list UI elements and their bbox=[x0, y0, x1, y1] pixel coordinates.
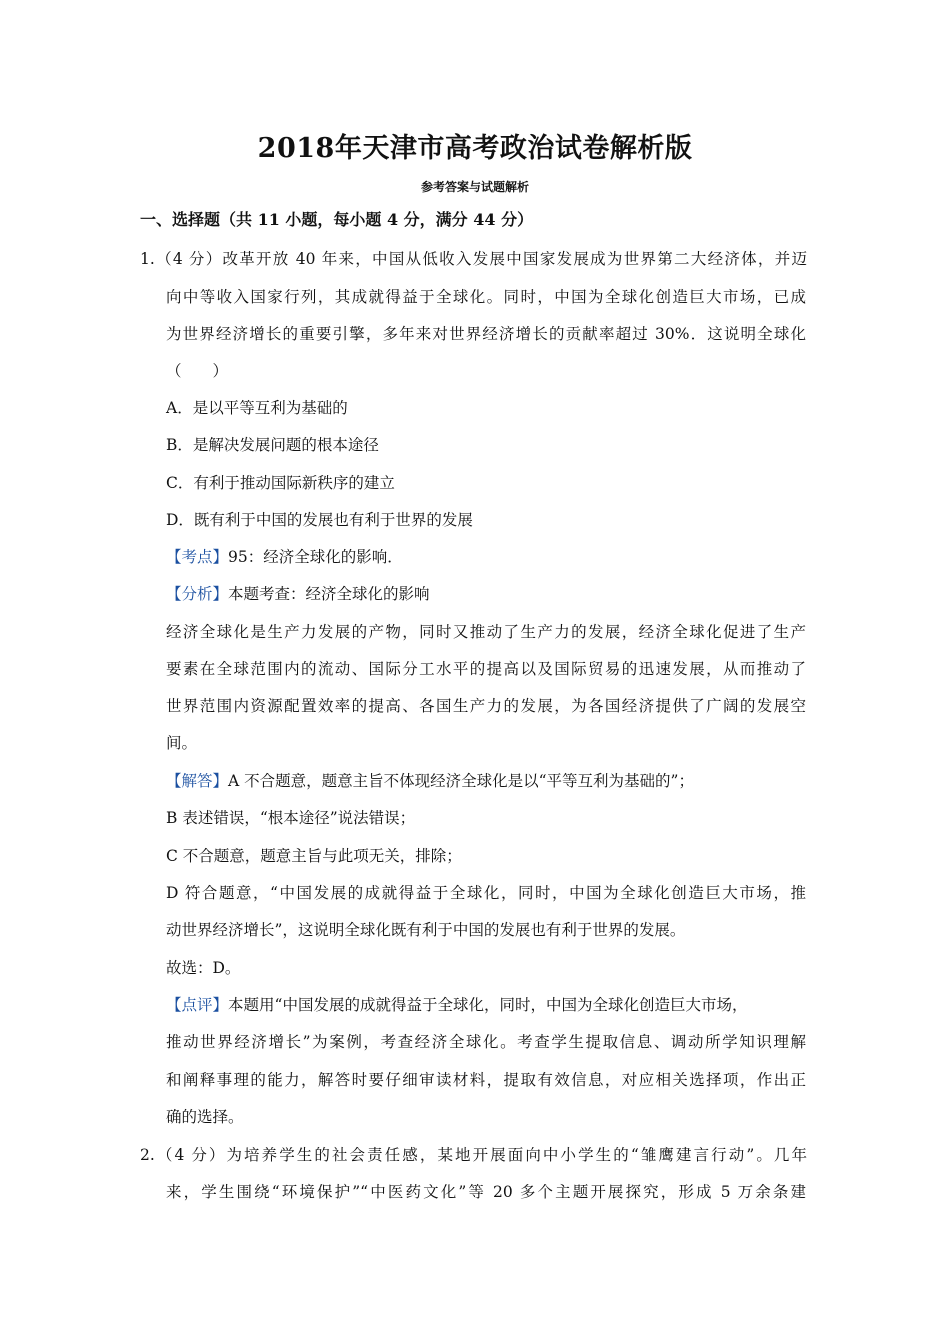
q2-stem-line-1: 2.（4 分）为培养学生的社会责任感，某地开展面向中小学生的“雏鹰建言行动”。几年 bbox=[140, 1146, 807, 1164]
section-heading: 一、选择题（共 11 小题，每小题 4 分，满分 44 分） bbox=[140, 210, 534, 229]
q1-jieda-line-c: C 不合题意，题意主旨与此项无关，排除； bbox=[166, 847, 462, 865]
q1-dianping-line-2: 和阐释事理的能力，解答时要仔细审读材料，提取有效信息，对应相关选择项，作出正 bbox=[166, 1071, 806, 1089]
q1-stem-line-4: （ ） bbox=[166, 362, 229, 380]
q2-stem-line-2: 来，学生围绕“环境保护”“中医药文化”等 20 多个主题开展探究，形成 5 万余条建 bbox=[166, 1183, 806, 1201]
jieda-text: A 不合题意，题意主旨不体现经济全球化是以“平等互利为基础的”； bbox=[228, 772, 694, 790]
kaodian-tag: 【考点】 bbox=[166, 548, 229, 566]
q1-fenxi-line-4: 间。 bbox=[166, 734, 198, 752]
q1-option-d: D．既有利于中国的发展也有利于世界的发展 bbox=[166, 511, 473, 529]
q1-jieda-line-b: B 表述错误，“根本途径”说法错误； bbox=[166, 809, 416, 827]
q1-jieda-answer: 故选：D。 bbox=[166, 959, 241, 977]
q1-dianping-line-1: 推动世界经济增长”为案例，考查经济全球化。考查学生提取信息、调动所学知识理解 bbox=[166, 1033, 806, 1051]
fenxi-text: 本题考查：经济全球化的影响 bbox=[228, 585, 430, 603]
kaodian-text: 95：经济全球化的影响． bbox=[228, 548, 403, 566]
document-subtitle: 参考答案与试题解析 bbox=[420, 180, 529, 194]
fenxi-tag: 【分析】 bbox=[166, 585, 229, 603]
dianping-text: 本题用“中国发展的成就得益于全球化，同时，中国为全球化创造巨大市场， bbox=[228, 996, 748, 1014]
q1-stem-line-1: 1.（4 分）改革开放 40 年来，中国从低收入发展中国家发展成为世界第二大经济体，并迈 bbox=[140, 250, 807, 268]
q1-option-b: B．是解决发展问题的根本途径 bbox=[166, 436, 379, 454]
dianping-tag: 【点评】 bbox=[166, 996, 229, 1014]
q1-fenxi bbox=[166, 584, 430, 604]
document-title: 2018年天津市高考政治试卷解析版 bbox=[257, 133, 693, 164]
q1-stem-line-2: 向中等收入国家行列，其成就得益于全球化。同时，中国为全球化创造巨大市场，已成 bbox=[166, 288, 806, 306]
q1-option-c: C．有利于推动国际新秩序的建立 bbox=[166, 474, 395, 492]
q1-fenxi-line-1: 经济全球化是生产力发展的产物，同时又推动了生产力的发展，经济全球化促进了生产 bbox=[166, 623, 806, 641]
q1-option-a: A．是以平等互利为基础的 bbox=[166, 399, 348, 417]
jieda-tag: 【解答】 bbox=[166, 772, 229, 790]
q1-jieda-line-d1: D 符合题意，“中国发展的成就得益于全球化，同时，中国为全球化创造巨大市场，推 bbox=[166, 884, 806, 902]
q1-jieda bbox=[166, 771, 694, 791]
q1-dianping bbox=[166, 995, 747, 1015]
q1-fenxi-line-3: 世界范围内资源配置效率的提高、各国生产力的发展，为各国经济提供了广阔的发展空 bbox=[166, 697, 806, 715]
q1-stem-line-3: 为世界经济增长的重要引擎，多年来对世界经济增长的贡献率超过 30%．这说明全球化 bbox=[166, 325, 806, 343]
q1-jieda-line-d2: 动世界经济增长”，这说明全球化既有利于中国的发展也有利于世界的发展。 bbox=[166, 921, 686, 939]
q1-fenxi-line-2: 要素在全球范围内的流动、国际分工水平的提高以及国际贸易的迅速发展，从而推动了 bbox=[166, 660, 806, 678]
q1-kaodian bbox=[166, 547, 403, 567]
q1-dianping-line-3: 确的选择。 bbox=[166, 1108, 244, 1126]
